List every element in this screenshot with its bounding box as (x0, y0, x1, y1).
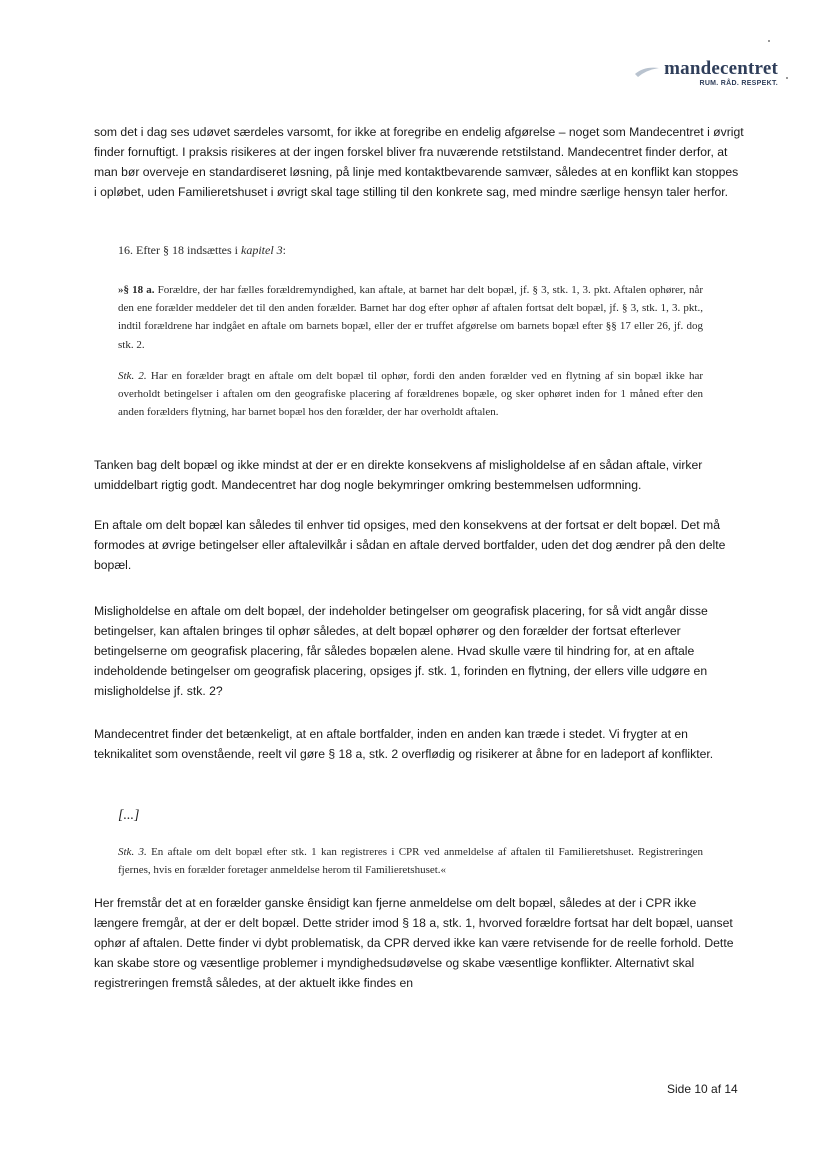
scan-dot (786, 77, 788, 79)
body-paragraph: Her fremstår det at en forælder ganske ênsidigt kan fjerne anmeldelse om delt bopæl, således at der i CPR ikke længere fremgår, at der er delt bopæl. Dette strider imod § 18 a, stk. 1, hvorved forældre fortsat har delt bopæl, uanset ophør af aftalen. Dette finder vi dybt problematisk, da CPR derved ikke kan være retvisende for de reelle forhold. Dette kan skabe store og væsentlige problemer i myndighedsudøvelse og skabe væsentlige konflikter. Alternativt skal registreringen fremstå således, at der aktuelt ikke findes en (94, 896, 734, 990)
law-subsection-2 (118, 367, 703, 422)
body-paragraph: som det i dag ses udøvet særdeles varsomt, for ikke at foregribe en endelig afgørelse – noget som Mandecentret i øvrigt finder fornuftigt. I praksis risikeres at der ingen forskel bliver fra nuværende retstilstand. Mandecentret finder derfor, at man bør overveje en standardiseret løsning, på linje med kontaktbevarende samvær, således at en konflikt kan stoppes i opløbet, uden Familieretshuset i øvrigt skal tage stilling til den konkrete sag, med mindre særlige hensyn taler herfor. (94, 125, 744, 199)
omission-marker: [...] (118, 808, 140, 823)
law-subsection-3 (118, 843, 703, 879)
law-subsection-text: En aftale om delt bopæl efter stk. 1 kan registreres i CPR ved anmeldelse af aftalen til Familieretshuset. Registreringen fjernes, hvis en forælder foretager anmeldelse herom til Familieretshuset.« (118, 846, 703, 877)
law-heading-prefix: 16. Efter § 18 indsættes i (118, 243, 241, 257)
law-subsection-label: Stk. 3. (118, 846, 147, 858)
law-heading-suffix: : (282, 243, 286, 257)
body-paragraph: Misligholdelse en aftale om delt bopæl, der indeholder betingelser om geografisk placering, for så vidt angår disse betingelser, kan aftalen bringes til ophør således, at delt bopæl ophører og den forælder der fortsat efterlever betingelserne om geografisk placering, får således bopælen alene. Hvad skulle være til hindring for, at en aftale indeholdende betingelser om geografisk placering, opsiges jf. stk. 1, forinden en flytning, der ellers ville udgøre en misligholdelse jf. stk. 2? (94, 604, 708, 698)
logo (634, 58, 778, 87)
body-paragraph: Mandecentret finder det betænkeligt, at en aftale bortfalder, inden en anden kan træde i stedet. Vi frygter at en teknikalitet som ovenstående, reelt vil gøre § 18 a, stk. 2 overflødig og risikerer at åbne for en ladeport af konflikter. (94, 727, 714, 761)
law-section-label: »§ 18 a. (118, 284, 155, 296)
logo-tagline: RUM. RÅD. RESPEKT. (699, 80, 778, 87)
law-section-text: Forældre, der har fælles forældremyndighed, kan aftale, at barnet har delt bopæl, jf. § 3, stk. 1, 3. pkt. Aftalen ophører, når den ene forælder meddeler det til den anden forælder. Barnet har dog efter ophør af aftalen fortsat delt bopæl, jf. § 3, stk. 1, 3. pkt., indtil forældrene har indgået en aftale om barnets bopæl, eller der er truffet afgørelse om barnets bopæl efter §§ 17 eller 26, jf. dog stk. 2. (118, 284, 704, 351)
law-heading-chapter: kapitel 3 (241, 243, 283, 257)
body-paragraph: En aftale om delt bopæl kan således til enhver tid opsiges, med den konsekvens at der fortsat er delt bopæl. Det må formodes at øvrige betingelser eller aftalevilkår i sådan en aftale derved bortfalder, uden det dog ændrer på den delte bopæl. (94, 518, 726, 572)
scan-dot (768, 40, 770, 42)
body-paragraph: Tanken bag delt bopæl og ikke mindst at der er en direkte konsekvens af misligholdelse af en sådan aftale, virker umiddelbart rigtig godt. Mandecentret har dog nogle bekymringer omkring bestemmelsen udformning. (94, 458, 703, 492)
law-subsection-label: Stk. 2. (118, 370, 147, 382)
logo-swoosh-icon (634, 64, 660, 78)
law-subsection-text: Har en forælder bragt en aftale om delt bopæl til ophør, fordi den anden forælder ved en flytning af sin bopæl ikke har overholdt betingelser i aftalen om den geografiske placering af forældrenes bopæle, og sker ophøret inden for 1 måned efter den anden forælders flytning, har barnet bopæl hos den forælder, der har overholdt aftalen. (118, 370, 703, 419)
logo-name: mandecentret (664, 58, 778, 79)
law-section-18a (118, 281, 703, 354)
law-heading (118, 243, 286, 258)
page-number: Side 10 af 14 (667, 1082, 738, 1096)
